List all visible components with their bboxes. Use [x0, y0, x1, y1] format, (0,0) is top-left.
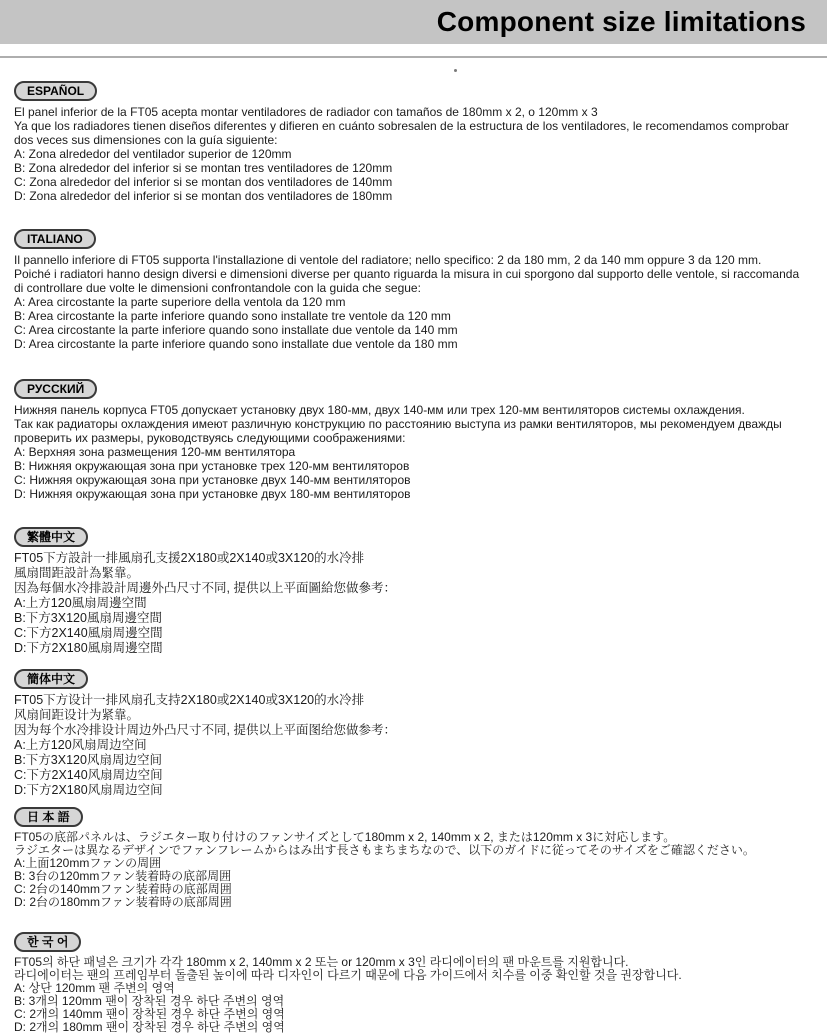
section-russian	[14, 379, 813, 501]
section-text	[14, 693, 813, 798]
text-line: C: Нижняя окружающая зона при установке двух 140-мм вентиляторов	[14, 473, 411, 487]
header-divider	[0, 56, 827, 58]
text-line: C:下方2X140风扇周边空间	[14, 768, 163, 782]
section-traditional-chinese	[14, 527, 813, 656]
text-line: ラジエターは異なるデザインでファンフレームからはみ出す長さもまちまちなので、以下のガイドに従ってそのサイズをご確認ください。	[14, 843, 755, 857]
stray-print-mark	[454, 69, 457, 72]
text-line: D: 2개의 180mm 팬이 장착된 경우 하단 주변의 영역	[14, 1020, 285, 1034]
language-badge-traditional-chinese: 繁體中文	[14, 527, 88, 547]
text-line: D: Zona alrededor del inferior si se montan dos ventiladores de 180mm	[14, 189, 393, 203]
document-body	[0, 81, 827, 1034]
text-line: B:下方3X120風扇周邊空間	[14, 611, 162, 625]
page-title: Component size limitations	[436, 6, 806, 37]
text-line: di controllare due volte le dimensioni confrontandole con la guida che segue:	[14, 281, 421, 295]
text-line: B: Нижняя окружающая зона при установке трех 120-мм вентиляторов	[14, 459, 410, 473]
language-badge-japanese: 日 本 語	[14, 807, 83, 827]
text-line: A:上方120风扇周边空间	[14, 738, 147, 752]
section-text	[14, 551, 813, 656]
section-espanol	[14, 81, 813, 203]
section-text	[14, 403, 813, 501]
text-line: Ya que los radiadores tienen diseños diferentes y difieren en cuánto sobresalen de la estructura de los ventiladores, le recomendamos comprobar	[14, 119, 789, 133]
text-line: 라디에이터는 팬의 프레임부터 돌출된 높이에 따라 디자인이 다르기 때문에 다음 가이드에서 치수를 이중 확인할 것을 권장합니다.	[14, 968, 682, 982]
text-line: 因為每個水冷排設計周邊外凸尺寸不同, 提供以上平面圖給您做參考：	[14, 581, 396, 595]
section-text	[14, 105, 813, 203]
language-badge-italiano: ITALIANO	[14, 229, 96, 249]
section-text	[14, 956, 813, 1034]
text-line: A: Zona alrededor del ventilador superior de 120mm	[14, 147, 292, 161]
text-line: Poiché i radiatori hanno design diversi e dimensioni diverse per quanto riguarda la misura in cui sporgono dal supporto delle ventole, si raccomanda	[14, 267, 800, 281]
text-line: B:下方3X120风扇周边空间	[14, 753, 162, 767]
language-badge-russian: РУССКИЙ	[14, 379, 97, 399]
text-line: A: Area circostante la parte superiore della ventola da 120 mm	[14, 295, 346, 309]
text-line: Нижняя панель корпуса FT05 допускает установку двух 180-мм, двух 140-мм или трех 120-мм вентиляторов системы охлаждения.	[14, 403, 745, 417]
text-line: Il pannello inferiore di FT05 supporta l'installazione di ventole del radiatore; nello specifico: 2 da 180 mm, 2 da 140 mm oppure 3 da 120 mm.	[14, 253, 762, 267]
text-line: Так как радиаторы охлаждения имеют различную конструкцию по расстоянию выступа из рамки вентиляторов, мы рекомендуем дважды	[14, 417, 782, 431]
text-line: FT05下方設計一排風扇孔支援2X180或2X140或3X120的水冷排	[14, 551, 365, 565]
text-line: C:下方2X140風扇周邊空間	[14, 626, 163, 640]
section-simplified-chinese	[14, 669, 813, 798]
text-line: 風扇間距設計為緊靠。	[14, 566, 140, 580]
text-line: 因为每个水冷排设计周边外凸尺寸不同, 提供以上平面图给您做参考：	[14, 723, 396, 737]
text-line: FT05下方设计一排风扇孔支持2X180或2X140或3X120的水冷排	[14, 693, 365, 707]
text-line: FT05の底部パネルは、ラジエター取り付けのファンサイズとして180mm x 2, 140mm x 2, または120mm x 3に対応します。	[14, 830, 676, 844]
text-line: B: Zona alrededor del inferior si se montan tres ventiladores de 120mm	[14, 161, 393, 175]
text-line: C: Area circostante la parte inferiore quando sono installate due ventole da 140 mm	[14, 323, 458, 337]
text-line: C: 2개의 140mm 팬이 장착된 경우 하단 주변의 영역	[14, 1007, 285, 1021]
text-line: A: 상단 120mm 팬 주변의 영역	[14, 981, 175, 995]
language-badge-simplified-chinese: 簡体中文	[14, 669, 88, 689]
section-italiano	[14, 229, 813, 351]
section-japanese	[14, 807, 813, 909]
text-line: D:下方2X180風扇周邊空間	[14, 641, 163, 655]
text-line: dos veces sus dimensiones con la guía siguiente:	[14, 133, 278, 147]
text-line: D: Area circostante la parte inferiore quando sono installate due ventole da 180 mm	[14, 337, 458, 351]
language-badge-espanol: ESPAÑOL	[14, 81, 97, 101]
text-line: 风扇间距设计为紧靠。	[14, 708, 140, 722]
text-line: проверить их размеры, руководствуясь следующими соображениями:	[14, 431, 406, 445]
section-text	[14, 253, 813, 351]
text-line: A:上面120mmファンの周囲	[14, 856, 162, 870]
section-text	[14, 831, 813, 909]
text-line: A: Верхняя зона размещения 120-мм вентилятора	[14, 445, 296, 459]
text-line: C: Zona alrededor del inferior si se montan dos ventiladores de 140mm	[14, 175, 393, 189]
page-header	[0, 0, 827, 44]
text-line: D: 2台の180mmファン装着時の底部周囲	[14, 895, 232, 909]
language-badge-korean: 한 국 어	[14, 932, 81, 952]
text-line: B: Area circostante la parte inferiore quando sono installate tre ventole da 120 mm	[14, 309, 451, 323]
text-line: A:上方120風扇周邊空間	[14, 596, 147, 610]
text-line: B: 3台の120mmファン装着時の底部周囲	[14, 869, 232, 883]
text-line: D: Нижняя окружающая зона при установке двух 180-мм вентиляторов	[14, 487, 411, 501]
text-line: B: 3개의 120mm 팬이 장착된 경우 하단 주변의 영역	[14, 994, 285, 1008]
text-line: D:下方2X180风扇周边空间	[14, 783, 163, 797]
text-line: C: 2台の140mmファン装着時の底部周囲	[14, 882, 232, 896]
text-line: FT05의 하단 패널은 크기가 각각 180mm x 2, 140mm x 2 또는 or 120mm x 3인 라디에이터의 팬 마운트를 지원합니다.	[14, 955, 629, 969]
text-line: El panel inferior de la FT05 acepta montar ventiladores de radiador con tamaños de 180mm x 2, o 120mm x 3	[14, 105, 598, 119]
section-korean	[14, 932, 813, 1034]
